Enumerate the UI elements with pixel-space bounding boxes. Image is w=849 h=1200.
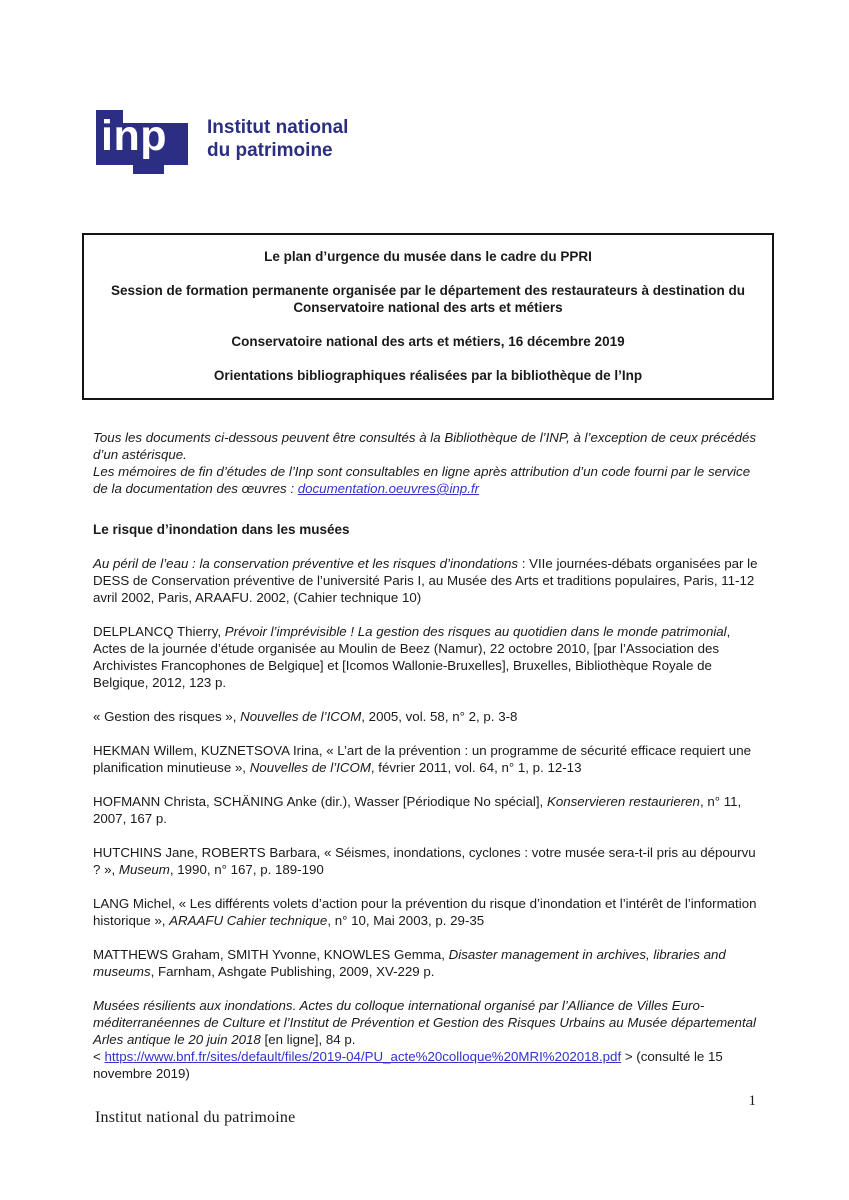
bib-entry-title: Musées résilients aux inondations. Actes du colloque international organisé par l’Alliance de Villes Euro-méditerranéennes de Culture et l’Institut de Prévention et Gestion des Risques Urbains au Musée départemental Arles antique le 20 juin 2018 (93, 998, 760, 1047)
logo-wordmark-line1: Institut national (207, 117, 349, 138)
intro-paragraph-1: Tous les documents ci-dessous peuvent être consultés à la Bibliothèque de l’INP, à l’exception de ceux précédés d’un astérisque. (93, 430, 757, 462)
bib-entry-text: , n° 11, 2007, 167 p. (93, 794, 745, 826)
section-heading: Le risque d’inondation dans les musées (93, 522, 350, 537)
intro-paragraph-2-text: Les mémoires de fin d’études de l’Inp sont consultables en ligne après attribution d’un code fourni par le service de la documentation des œuvres : (93, 464, 751, 496)
bibliography-entry (93, 623, 763, 691)
bib-entry-text: , Farnham, Ashgate Publishing, 2009, XV-229 p. (150, 964, 435, 979)
bib-entry-text: : VIIe journées-débats organisées par le DESS de Conservation préventive de l’université Paris I, au Musée des Arts et traditions populaires, Paris, 11-12 avril 2002, Paris, ARAAFU. 2002, (Cahier technique 10) (93, 556, 762, 605)
email-link[interactable]: documentation.oeuvres@inp.fr (297, 481, 480, 496)
bibliography-entry (93, 997, 763, 1082)
bib-entry-text: MATTHEWS Graham, SMITH Yvonne, KNOWLES Gemma, (93, 947, 449, 962)
bib-entry-text: , Actes de la journée d’étude organisée au Moulin de Beez (Namur), 22 octobre 2010, [par l’Association des Archivistes Francophones de Belgique] et [Icomos Wallonie-Bruxelles], Bruxelles, Bibliothèque Royale de Belgique, 2012, 123 p. (93, 624, 734, 690)
bib-entry-text: , février 2011, vol. 64, n° 1, p. 12-13 (370, 760, 582, 775)
bibliography (93, 555, 763, 1082)
bib-entry-text: HUTCHINS Jane, ROBERTS Barbara, « Séismes, inondations, cyclones : votre musée sera-t-il pris au dépourvu ? », (93, 845, 760, 877)
bib-entry-text: , 1990, n° 167, p. 189-190 (169, 862, 324, 877)
header-box-line: Conservatoire national des arts et métiers, 16 décembre 2019 (231, 334, 625, 349)
logo-wordmark-line2: du patrimoine (207, 140, 333, 161)
intro-paragraph-2 (93, 463, 763, 497)
logo-shape-bottom-tab (133, 164, 164, 174)
bib-entry-text: [en ligne], 84 p. < (93, 1032, 356, 1064)
logo-wordmark (207, 110, 348, 162)
bib-entry-title: Konservieren restaurieren (546, 794, 700, 809)
bib-entry-text: , n° 10, Mai 2003, p. 29-35 (327, 913, 485, 928)
document-link[interactable]: https://www.bnf.fr/sites/default/files/2019-04/PU_acte%20colloque%20MRI%202018.pdf (104, 1049, 622, 1064)
bibliography-entry (93, 708, 763, 725)
bib-entry-title: Nouvelles de l’ICOM (240, 709, 362, 724)
bib-entry-text: LANG Michel, « Les différents volets d’action pour la prévention du risque d’inondation et l’intérêt de l’information historique », (93, 896, 761, 928)
header-box-line: Le plan d’urgence du musée dans le cadre du PPRI (264, 249, 592, 264)
bibliography-entry (93, 555, 763, 606)
bibliography-entry (93, 793, 763, 827)
page-number: 1 (748, 1093, 756, 1109)
logo-acronym: inp (101, 112, 167, 160)
document-body (93, 429, 763, 1082)
bib-entry-title: Disaster management in archives, libraries and museums (93, 947, 730, 979)
header-box-line: Session de formation permanente organisée par le département des restaurateurs à destination du Conservatoire national des arts et métiers (111, 283, 745, 315)
bib-entry-text: DELPLANCQ Thierry, (93, 624, 225, 639)
bib-entry-title: Nouvelles de l’ICOM (249, 760, 371, 775)
footer-institution: Institut national du patrimoine (95, 1109, 296, 1126)
bibliography-entry (93, 742, 763, 776)
bib-entry-title: ARAAFU Cahier technique (169, 913, 328, 928)
inp-logo-mark (95, 110, 192, 174)
header-box (82, 233, 774, 400)
header-box-line: Orientations bibliographiques réalisées par la bibliothèque de l’Inp (213, 368, 643, 383)
bib-entry-title: Museum (118, 862, 170, 877)
bibliography-entry (93, 946, 763, 980)
bibliography-entry (93, 895, 763, 929)
bibliography-entry (93, 844, 763, 878)
bib-entry-text: HOFMANN Christa, SCHÄNING Anke (dir.), Wasser [Périodique No spécial], (93, 794, 547, 809)
bib-entry-text: > (consulté le 15 novembre 2019) (93, 1049, 727, 1081)
bib-entry-text: HEKMAN Willem, KUZNETSOVA Irina, « L’art de la prévention : un programme de sécurité efficace requiert une planification minutieuse », (93, 743, 755, 775)
bib-entry-title: Au péril de l’eau : la conservation préventive et les risques d’inondations (93, 556, 519, 571)
bib-entry-title: Prévoir l’imprévisible ! La gestion des risques au quotidien dans le monde patrimonial (224, 624, 727, 639)
bib-entry-text: , 2005, vol. 58, n° 2, p. 3-8 (361, 709, 518, 724)
bib-entry-text: « Gestion des risques », (93, 709, 241, 724)
intro-note (93, 429, 763, 497)
inp-logo (95, 110, 348, 174)
